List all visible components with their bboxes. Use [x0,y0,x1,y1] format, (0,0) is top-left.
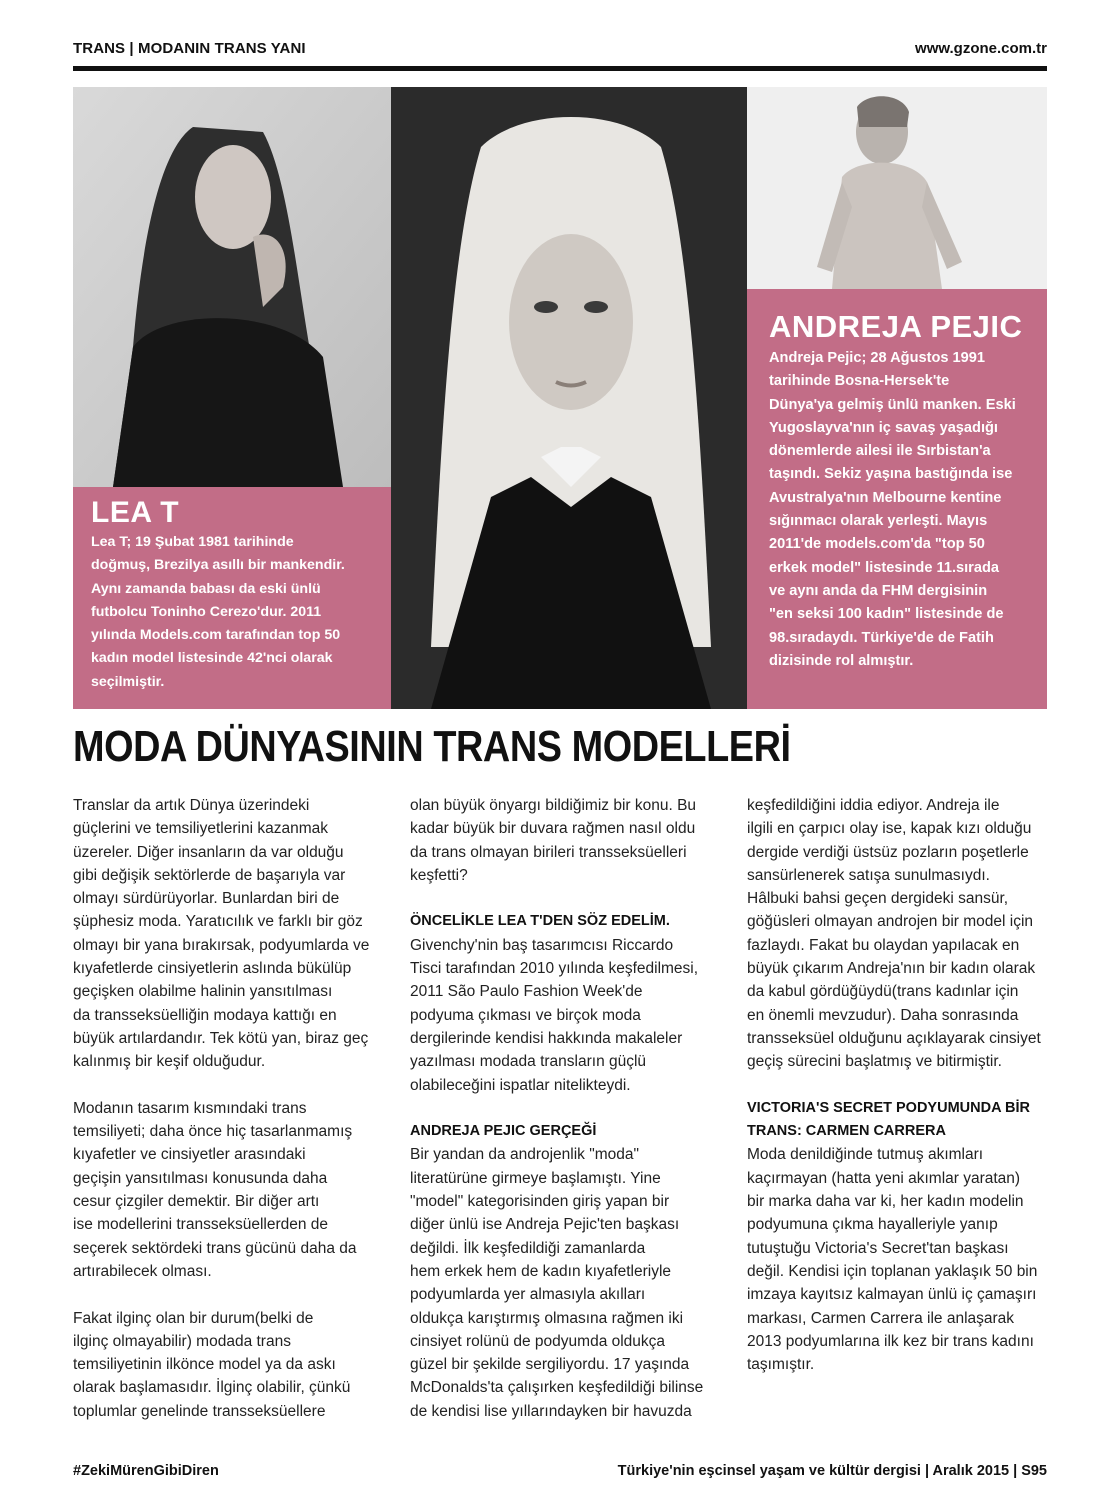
paragraph: keşfedildiğini iddia ediyor. Andreja ile ilgili en çarpıcı olay ise, kapak kızı olduğu dergide verdiği üstsüz pozların poşetlerle sansürlenerek satışa sunulmasıydı. Hâlbuki bahsi geçen dergideki sansür, göğüsleri olmayan androjen bir model için fazlaydı. Fakat bu olaydan yapılacak en büyük çıkarım Andreja'nın bir kadın olarak da kabul gördüğüydü(trans kadınlar için en önemli mevzudur). Daha sonrasında transseksüel olduğunu açıklayarak cinsiyet geçiş sürecini başlatmış ve bitirmiştir. [747,797,1041,1071]
paragraph: Moda denildiğinde tutmuş akımları kaçırmayan (hatta yeni akımlar yaratan) bir marka daha var ki, her kadın modelin podyumuna çıkma hayalleriyle yanıp tutuştuğu Victoria's Secret'tan başkası değil. Kendisi için toplanan yaklaşık 50 bin imzaya kayıtsız kalmayan ünlü iç çamaşırı markası, Carmen Carrera ile anlaşarak 2013 podyumlarına ilk kez bir trans kadını taşımıştır. [747,1146,1038,1374]
subheading-victorias-secret: VICTORIA'S SECRET PODYUMUNDA BİR TRANS: CARMEN CARRERA [747,1099,1030,1140]
website-url[interactable]: www.gzone.com.tr [915,40,1047,57]
andreja-pejic-bio: Andreja Pejic; 28 Ağustos 1991 tarihinde Bosna-Hersek'te Dünya'ya gelmiş ünlü manken. Eski Yugoslayva'nın iç savaş yaşadığı dönemlerde ailesi ile Sırbistan'a taşındı. Sekiz yaşına bastığında ise Avustralya'nın Melbourne kentine sığınmacı olarak yerleşti. Mayıs 2011'de models.com'da "top 50 erkek model" listesinde 11.sırada ve aynı anda da FHM dergisinin "en seksi 100 kadın" listesinde de 98.sıradaydı. Türkiye'de de Fatih dizisinde rol almıştır. [769,350,1016,669]
article-title: MODA DÜNYASININ TRANS MODELLERİ [73,722,791,771]
subheading-lea-t: ÖNCELİKLE LEA T'DEN SÖZ EDELİM. [410,913,670,930]
paragraph: Translar da artık Dünya üzerindeki güçlerini ve temsiliyetlerini kazanmak üzereler. Diğer insanların da var olduğu gibi değişik sektörlerde de başarıyla var olmayı sürdürüyorlar. Bunlardan biri de şüphesiz moda. Yaratıcılık ve farklı bir göz olmayı bir yana bırakırsak, podyumlarda ve kıyafetlerde cinsiyetlerin aslında bükülüp geçişken olabilme halinin yansıtılması da transseksüelliğin modaya kattığı en büyük artılardandır. Tek kötü yan, biraz geç kalınmış bir keşif olduğudur. [73,797,370,1071]
lea-t-bio: Lea T; 19 Şubat 1981 tarihinde doğmuş, Brezilya asıllı bir mankendir. Aynı zamanda babası da eski ünlü futbolcu Toninho Cerezo'dur. 2011 yılında Models.com tarafından top 50 kadın model listesinde 42'nci olarak seçilmiştir. [91,534,345,690]
paragraph: Bir yandan da androjenlik "moda" literatürüne girmeye başlamıştı. Yine "model" kategorisinden giriş yapan bir diğer ünlü ise Andreja Pejic'ten başkası değildi. İlk keşfedildiği zamanlarda hem erkek hem de kadın kıyafetleriyle podyumlarda yer almasıyla akılları oldukça karıştırmış olmasına rağmen iki cinsiyet rolünü de podyumda oldukça güzel bir şekilde sergiliyordu. 17 yaşında McDonalds'ta çalışırken keşfedildiği bilinse de kendisi lise yıllarındayken bir havuzda [410,1146,704,1420]
article-column-3 [747,794,1047,1400]
paragraph: olan büyük önyargı bildiğimiz bir konu. Bu kadar büyük bir duvara rağmen nasıl oldu da trans olmayan birileri transseksüelleri keşfetti? [410,797,697,884]
andreja-pejic-name: ANDREJA PEJIC [769,309,1023,344]
paragraph: Givenchy'nin baş tasarımcısı Riccardo Tisci tarafından 2010 yılında keşfedilmesi, 2011 São Paulo Fashion Week'de podyuma çıkması ve birçok moda dergilerinde kendisi hakkında makaleler yazılması modada transların güçlü olabileceğini ispatlar nitelikteydi. [410,936,699,1094]
subheading-andreja-pejic: ANDREJA PEJIC GERÇEĞİ [410,1123,597,1140]
portrait-photo-andreja-pejic [747,87,1047,289]
header-rule [73,66,1047,71]
portrait-photo-lea-t [73,87,391,487]
paragraph: Fakat ilginç olan bir durum(belki de ilginç olmayabilir) modada trans temsiliyetinin ilkönce model ya da askı olarak başlamasıdır. İlginç olabilir, çünkü toplumlar genelinde transseksüellere [73,1309,351,1420]
footer-hashtag[interactable]: #ZekiMürenGibiDiren [73,1463,219,1479]
article-column-1 [73,794,373,1446]
lea-t-name: LEA T [91,496,180,529]
lea-t-profile-box [73,487,391,709]
andreja-pejic-profile-box [747,289,1047,709]
footer-issue-info: Türkiye'nin eşcinsel yaşam ve kültür dergisi | Aralık 2015 | S95 [617,1463,1047,1479]
article-column-2 [410,794,710,1446]
section-title: TRANS | MODANIN TRANS YANI [73,40,306,57]
paragraph: Modanın tasarım kısmındaki trans temsiliyeti; daha önce hiç tasarlanmamış kıyafetler ve cinsiyetler arasındaki geçişin yansıtılması konusunda daha cesur çizgiler demektir. Bir diğer artı ise modellerini transseksüellerden de seçerek sektördeki trans gücünü daha da artırabilecek olması. [73,1099,357,1280]
portrait-photo-center [391,87,747,709]
